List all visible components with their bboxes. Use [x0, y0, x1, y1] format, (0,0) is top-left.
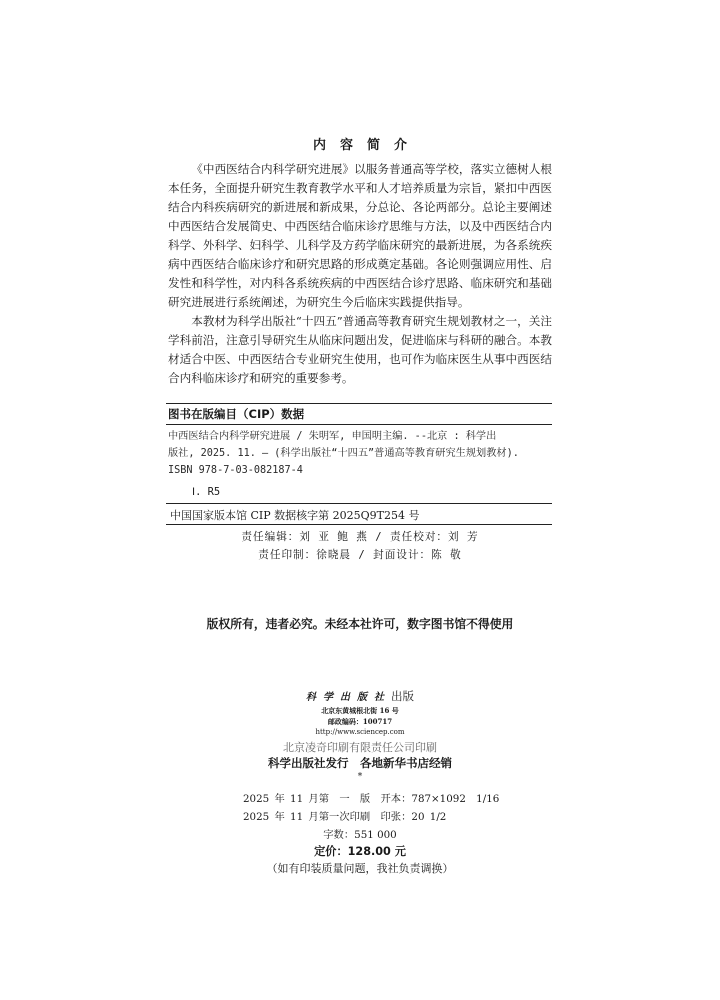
edition-line: 2025 年 11 月第 一 版 开本：787×1092 1/16 — [243, 793, 500, 805]
cip-classification: Ⅰ. R5 — [192, 486, 221, 498]
printing-line: 2025 年 11 月第一次印刷 印张：20 1/2 — [243, 811, 447, 823]
cip-top-rule — [166, 403, 552, 404]
publisher-postcode: 邮政编码：100717 — [327, 717, 393, 726]
cip-number-rule — [166, 503, 552, 504]
editors-line: 责任编辑：刘 亚 鲍 燕 / 责任校对：刘 芳 — [241, 531, 479, 543]
printer-name: 北京凌奇印刷有限责任公司印刷 — [283, 741, 437, 754]
cip-heading-rule — [166, 424, 552, 425]
copyright-notice: 版权所有，违者必究。未经本社许可，数字图书馆不得使用 — [206, 617, 514, 631]
cip-line: 版社, 2025. 11. — (科学出版社“十四五”普通高等教育研究生规划教材). — [168, 448, 519, 459]
cip-record — [168, 428, 554, 479]
publisher-address: 北京东黄城根北街 16 号 — [321, 706, 399, 715]
cip-line: 中西医结合内科学研究进展 / 朱明军, 申国明主编. --北京 : 科学出 — [168, 431, 497, 442]
publisher-imprint — [0, 688, 720, 704]
editors-line: 责任印制：徐晓晨 / 封面设计：陈 敬 — [258, 549, 462, 561]
summary-title: 内容简介 — [312, 138, 421, 153]
publisher-logo-text: 科学出版社 — [306, 692, 391, 703]
cip-line: ISBN 978-7-03-082187-4 — [168, 465, 303, 476]
replacement-notice: （如有印装质量问题，我社负责调换） — [266, 862, 454, 875]
summary-text — [168, 160, 552, 388]
price: 定价：128.00 元 — [314, 845, 406, 858]
summary-paragraph: 《中西医结合内科学研究进展》以服务普通高等学校，落实立德树人根本任务，全面提升研究生教育教学水平和人才培养质量为宗旨，紧扣中西医结合内科疾病研究的新进展和新成果，分总论、各论两部分。总论主要阐述中西医结合发展简史、中西医结合临床诊疗思维与方法，以及中西医结合内科学、外科学、妇科学、儿科学及方药学临床研究的最新进展，为各系统疾病中西医结合临床诊疗和研究思路的形成奠定基础。各论则强调应用性、启发性和科学性，对内科各系统疾病的中西医结合诊疗思路、临床研究和基础研究进展进行系统阐述，为研究生今后临床实践提供指导。 — [168, 162, 552, 309]
publisher-suffix: 出版 — [391, 689, 414, 703]
distribution-line: 科学出版社发行 各地新华书店经销 — [268, 756, 452, 770]
cip-record-number: 中国国家版本馆 CIP 数据核字第 2025Q9T254 号 — [170, 509, 420, 522]
separator-star: * — [357, 772, 363, 782]
publisher-website: http://www.sciencep.com — [315, 728, 405, 736]
cip-heading: 图书在版编目（CIP）数据 — [168, 407, 305, 421]
summary-paragraph: 本教材为科学出版社“十四五”普通高等教育研究生规划教材之一，关注学科前沿，注意引导研究生从临床问题出发，促进临床与科研的融合。本教材适合中医、中西医结合专业研究生使用，也可作为临床医生从事中西医结合内科临床诊疗和研究的重要参考。 — [168, 314, 552, 385]
word-count: 字数：551 000 — [323, 829, 397, 841]
cip-bottom-rule — [166, 524, 552, 525]
